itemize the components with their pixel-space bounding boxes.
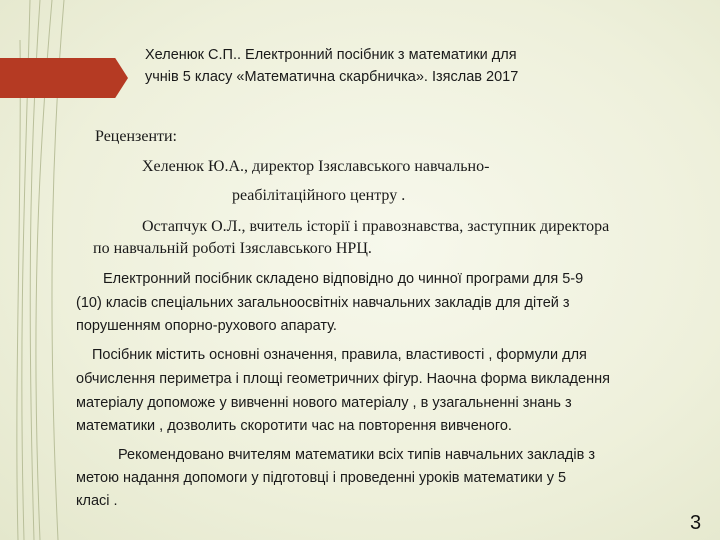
reviewer-1-line-1: Хеленюк Ю.А., директор Ізяславського навчально-: [142, 158, 490, 175]
paragraph-2-line-4: математики , дозволить скоротити час на повторення вивченого.: [76, 418, 512, 434]
paragraph-1-line-1: Електронний посібник складено відповідно до чинної програми для 5-9: [103, 271, 584, 287]
paragraph-1-line-2: (10) класів спеціальних загальноосвітніх навчальних закладів для дітей з: [76, 295, 570, 311]
paragraph-3-line-2: метою надання допомоги у підготовці і проведенні уроків математики у 5: [76, 470, 567, 486]
header-line-1: Хеленюк С.П.. Електронний посібник з математики для: [145, 47, 517, 63]
paragraph-2-line-3: матеріалу допоможе у вивченні нового матеріалу , в узагальненні знань з: [76, 395, 572, 411]
reviewers-heading: Рецензенти:: [95, 128, 177, 145]
header-line-2: учнів 5 класу «Математична скарбничка». Ізяслав 2017: [145, 69, 519, 85]
reviewer-1-line-2: реабілітаційного центру .: [232, 187, 406, 204]
paragraph-3-line-3: класі .: [76, 493, 118, 509]
paragraph-1-line-3: порушенням опорно-рухового апарату.: [76, 318, 337, 334]
red-ribbon-accent: [0, 58, 128, 98]
paragraph-2-line-1: Посібник містить основні означення, правила, властивості , формули для: [92, 347, 587, 363]
paragraph-3-line-1: Рекомендовано вчителям математики всіх типів навчальних закладів з: [118, 447, 595, 463]
paragraph-2-line-2: обчислення периметра і площі геометричних фігур. Наочна форма викладення: [76, 371, 610, 387]
reviewer-2-line-2: по навчальній роботі Ізяславського НРЦ.: [93, 240, 372, 257]
page-number: 3: [690, 512, 702, 534]
reviewer-2-line-1: Остапчук О.Л., вчитель історії і правознавства, заступник директора: [142, 218, 610, 235]
